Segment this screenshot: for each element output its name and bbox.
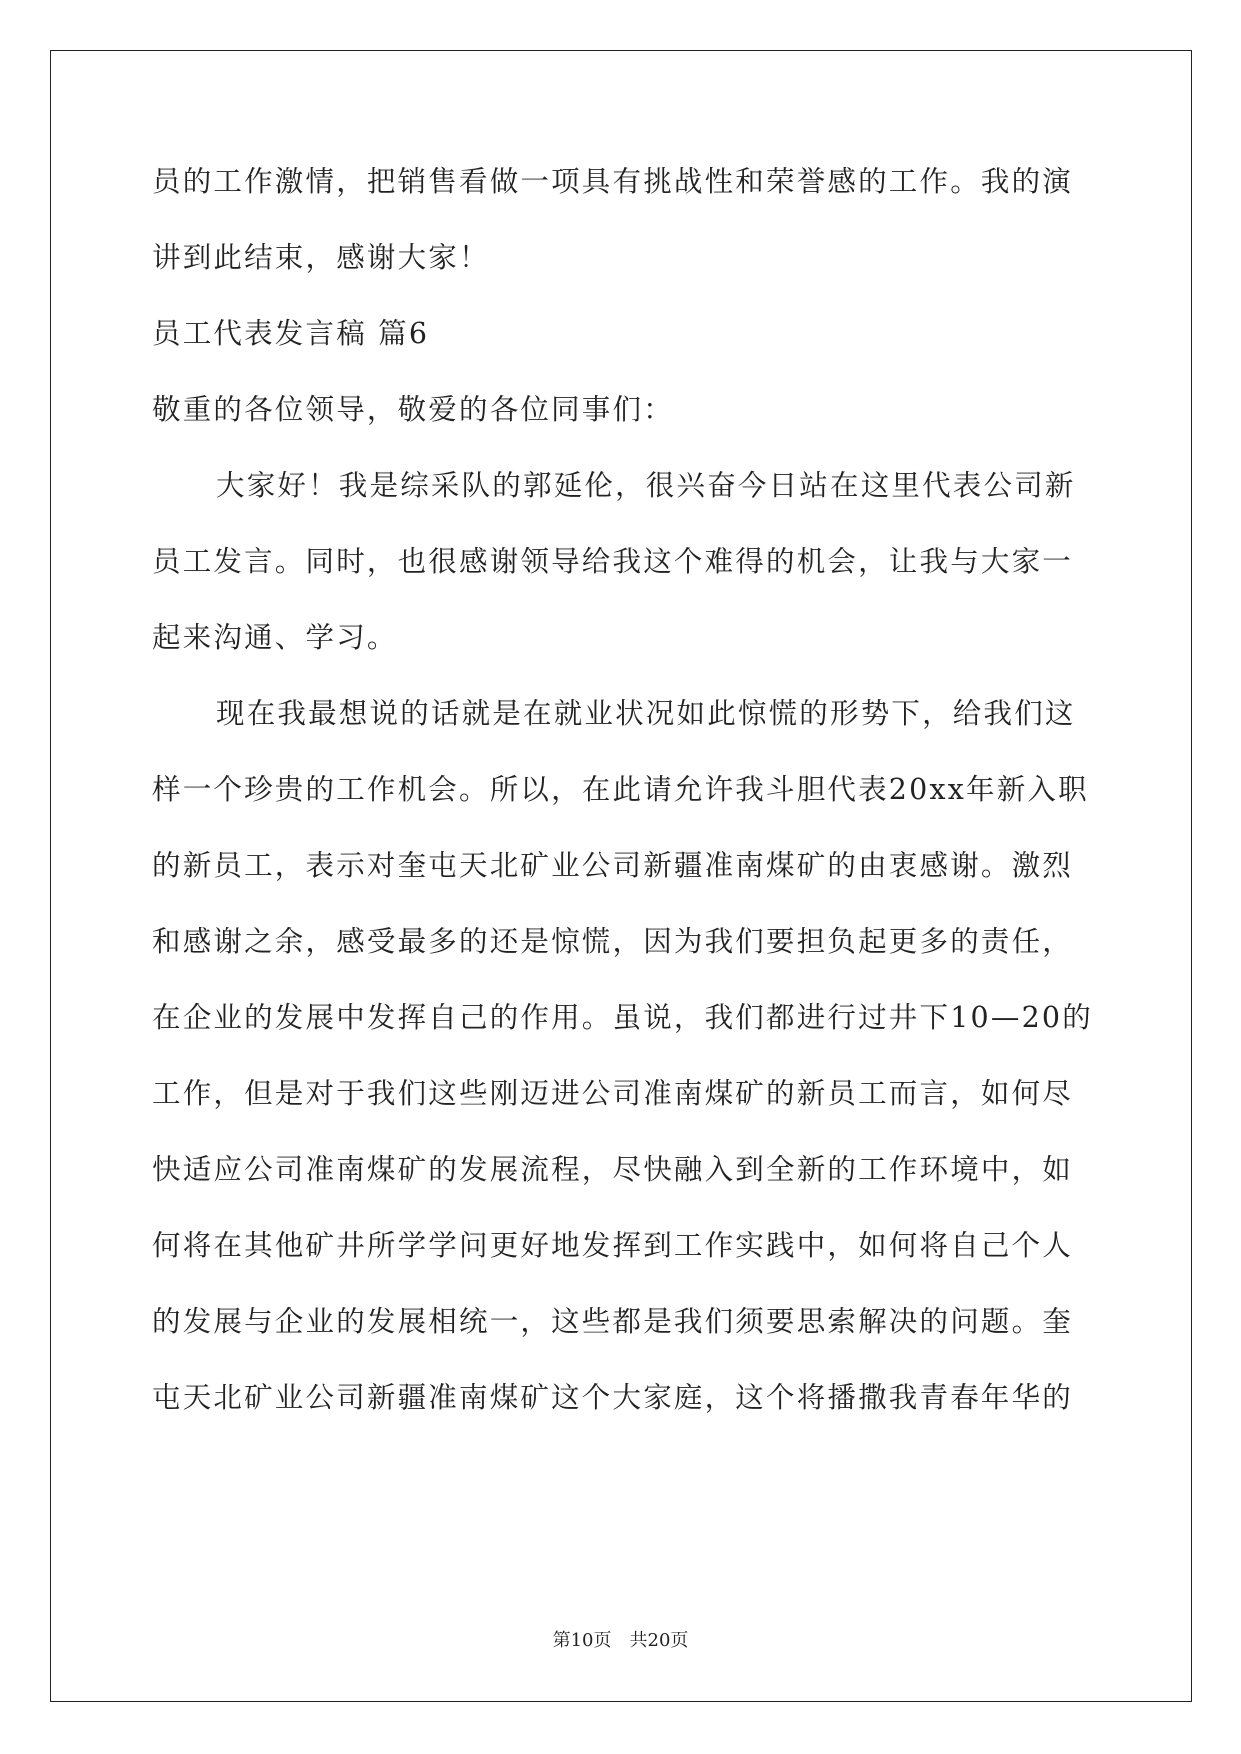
page-total: 共20页 [629, 1630, 689, 1651]
text-line: 起来沟通、学习。 [152, 621, 398, 654]
salutation: 敬重的各位领导，敬爱的各位同事们： [152, 393, 674, 426]
page-number: 第10页 [552, 1630, 612, 1651]
text-line: 讲到此结束，感谢大家！ [152, 241, 490, 274]
text-line: 员工发言。同时，也很感谢领导给我这个难得的机会，让我与大家一 [152, 545, 1074, 578]
section-heading: 员工代表发言稿 篇6 [152, 317, 430, 350]
text-line: 屯天北矿业公司新疆准南煤矿这个大家庭，这个将播撒我青春年华的 [152, 1381, 1074, 1414]
text-line: 样一个珍贵的工作机会。所以，在此请允许我斗胆代表20xx年新入职 [152, 773, 1089, 806]
text-line: 何将在其他矿井所学学问更好地发挥到工作实践中，如何将自己个人 [152, 1229, 1074, 1262]
text-line: 和感谢之余，感受最多的还是惊慌，因为我们要担负起更多的责任， [152, 925, 1074, 958]
page-footer [0, 1626, 1241, 1652]
text-line: 的新员工，表示对奎屯天北矿业公司新疆准南煤矿的由衷感谢。激烈 [152, 849, 1074, 882]
text-line: 工作，但是对于我们这些刚迈进公司准南煤矿的新员工而言，如何尽 [152, 1077, 1074, 1110]
paragraph-start-line: 现在我最想说的话就是在就业状况如此惊慌的形势下，给我们这 [216, 697, 1076, 730]
paragraph-start-line: 大家好！我是综采队的郭延伦，很兴奋今日站在这里代表公司新 [216, 469, 1076, 502]
text-line: 在企业的发展中发挥自己的作用。虽说，我们都进行过井下10—20的 [152, 1001, 1093, 1034]
text-line: 员的工作激情，把销售看做一项具有挑战性和荣誉感的工作。我的演 [152, 165, 1074, 198]
text-line: 快适应公司准南煤矿的发展流程，尽快融入到全新的工作环境中，如 [152, 1153, 1074, 1186]
document-body [152, 162, 1093, 1454]
text-line: 的发展与企业的发展相统一，这些都是我们须要思索解决的问题。奎 [152, 1305, 1074, 1338]
